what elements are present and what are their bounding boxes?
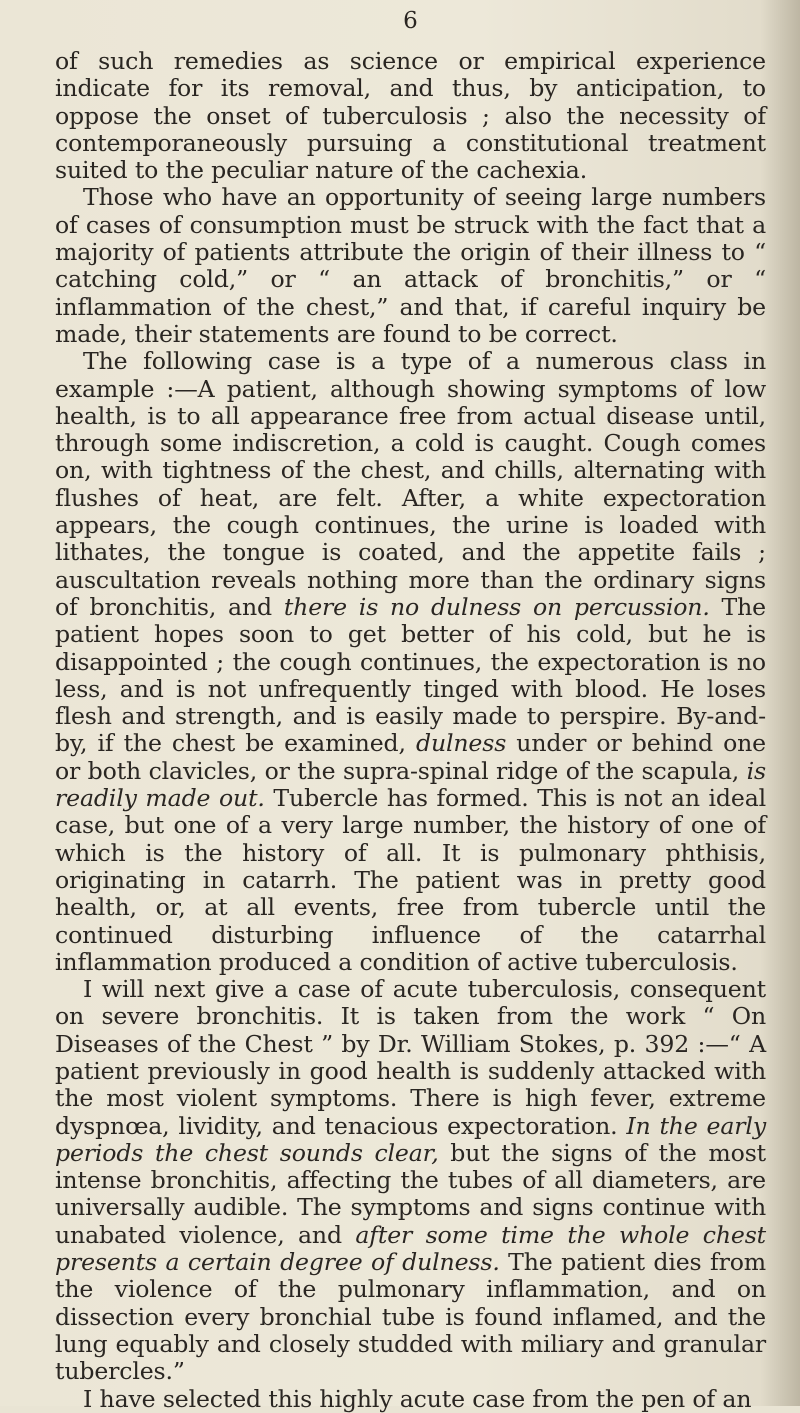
paragraph xyxy=(55,184,766,348)
italic-text: is readily made out. xyxy=(55,756,766,813)
paragraph xyxy=(55,976,766,1385)
text-run: Those who have an opportunity of seeing large numbers of cases of consumption must be struck with the fact that a majority of patients attribute the origin of their illness to “ catching cold,” or “ an attack of bronchitis,” or “ inflammation of the chest,” and that, if careful inquiry be made, their statements are found to be correct. xyxy=(55,183,766,348)
italic-text: there is no dulness on percussion. xyxy=(283,592,710,621)
italic-text: In the early periods the chest sounds clear, xyxy=(55,1111,766,1167)
text-run: but the signs of the most intense bronchitis, affecting the tubes of all diameters, are universally audible. The symptoms and signs continue with unabated violence, and xyxy=(55,1138,766,1249)
italic-text: dulness xyxy=(415,729,507,758)
paragraph xyxy=(55,1386,766,1413)
italic-text: after some time the whole chest presents a certain degree of dulness. xyxy=(55,1220,766,1277)
text-run: The patient dies from the violence of the pulmonary inflammation, and on dissection every bronchial tube is found inflamed, and the lung equably and closely studded with miliary and granular tubercles.” xyxy=(55,1248,766,1386)
text-run: I will next give a case of acute tuberculosis, consequent on severe bronchitis. It is taken from the work “ On Diseases of the Chest ” by Dr. William Stokes, p. 392 :—“ A patient previously in good health is suddenly attacked with the most violent symptoms. There is high fever, extreme dyspnœa, lividity, and tenacious expectoration. xyxy=(55,975,766,1140)
text-run: The following case is a type of a numerous class in example :—A patient, although showing symptoms of low health, is to all appearance free from actual disease until, through some indiscretion, a cold is caught. Cough comes on, with tightness of the chest, and chills, alternating with flushes of heat, are felt. After, a white expectoration appears, the cough continues, the urine is loaded with lithates, the tongue is coated, and the appetite fails ; auscultation reveals nothing more than the ordinary signs of bronchitis, and xyxy=(55,347,766,621)
text-run: under or behind one or both clavicles, or the supra-spinal ridge of the scapula, xyxy=(55,729,766,785)
text-run: of such remedies as science or empirical experience indicate for its removal, and thus, by anticipation, to oppose the onset of tuberculosis ; also the necessity of contemporaneously pursuing a constitutional treatment suited to the peculiar nature of the cachexia. xyxy=(55,47,766,185)
text-run: The patient hopes soon to get better of his cold, but he is disappointed ; the cough continues, the expectoration is no less, and is not unfrequently tinged with blood. He loses flesh and strength, and is easily made to perspire. By-and-by, if the chest be examined, xyxy=(55,592,766,758)
paragraph xyxy=(55,348,766,976)
paragraph xyxy=(55,48,766,184)
text-run: Tubercle has formed. This is not an ideal case, but one of a very large number, the history of one of which is the history of all. It is pulmonary phthisis, originating in catarrh. The patient was in pretty good health, or, at all events, free from tubercle until the continued disturbing influence of the catarrhal inflammation produced a condition of active tuberculosis. xyxy=(55,784,767,976)
text-run: I have selected this highly acute case from the pen of an xyxy=(83,1384,752,1413)
page-body-text xyxy=(55,48,766,1413)
page-number: 6 xyxy=(403,8,418,34)
